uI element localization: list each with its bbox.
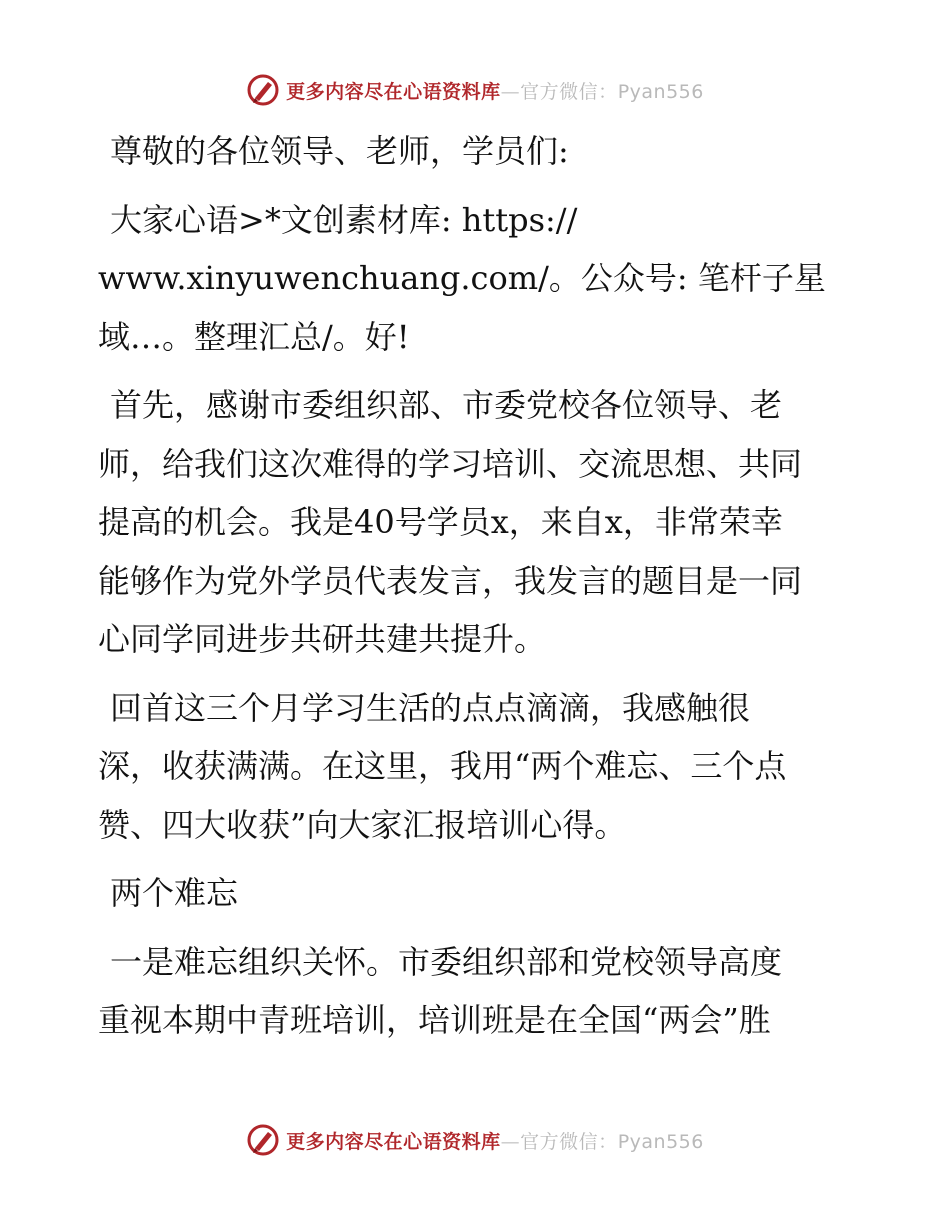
paragraph-review: 回首这三个月学习生活的点点滴滴，我感触很 深，收获满满。在这里，我用“两个难忘、三个点 赞、四大收获”向大家汇报培训心得。 xyxy=(98,688,787,844)
banner-main-text: 更多内容尽在心语资料库 xyxy=(286,1130,501,1153)
footer-watermark-banner xyxy=(0,1120,950,1160)
banner-dash: — xyxy=(500,80,521,103)
banner-wechat-label: 官方微信： xyxy=(520,1130,618,1153)
banner-dash: — xyxy=(500,1130,521,1153)
banner-wechat-id: Pyan556 xyxy=(617,1130,704,1153)
banner-text xyxy=(286,77,704,104)
header-watermark-banner xyxy=(0,70,950,110)
banner-wechat-label: 官方微信： xyxy=(520,80,618,103)
paragraph-first-point: 一是难忘组织关怀。市委组织部和党校领导高度 重视本期中青班培训，培训班是在全国“两会”胜 xyxy=(98,942,783,1039)
paragraph-source-note: 大家心语>*文创素材库: https:// www.xinyuwenchuang.com/。公众号: 笔杆子星 域…。整理汇总/。好! xyxy=(98,200,826,356)
banner-main-text: 更多内容尽在心语资料库 xyxy=(286,80,501,103)
banner-wechat-id: Pyan556 xyxy=(617,80,704,103)
pen-logo-icon xyxy=(246,1123,280,1157)
section-heading: 两个难忘 xyxy=(110,874,239,912)
paragraph-greeting: 尊敬的各位领导、老师，学员们: xyxy=(110,132,569,170)
document-body xyxy=(98,122,858,1060)
banner-text xyxy=(286,1127,704,1154)
paragraph-thanks: 首先，感谢市委组织部、市委党校各位领导、老 师，给我们这次难得的学习培训、交流思想、共同 提高的机会。我是40号学员x，来自x，非常荣幸 能够作为党外学员代表发言，我发言的题目是一同 心同学同进步共研共建共提升。 xyxy=(98,386,803,658)
pen-logo-icon xyxy=(246,73,280,107)
